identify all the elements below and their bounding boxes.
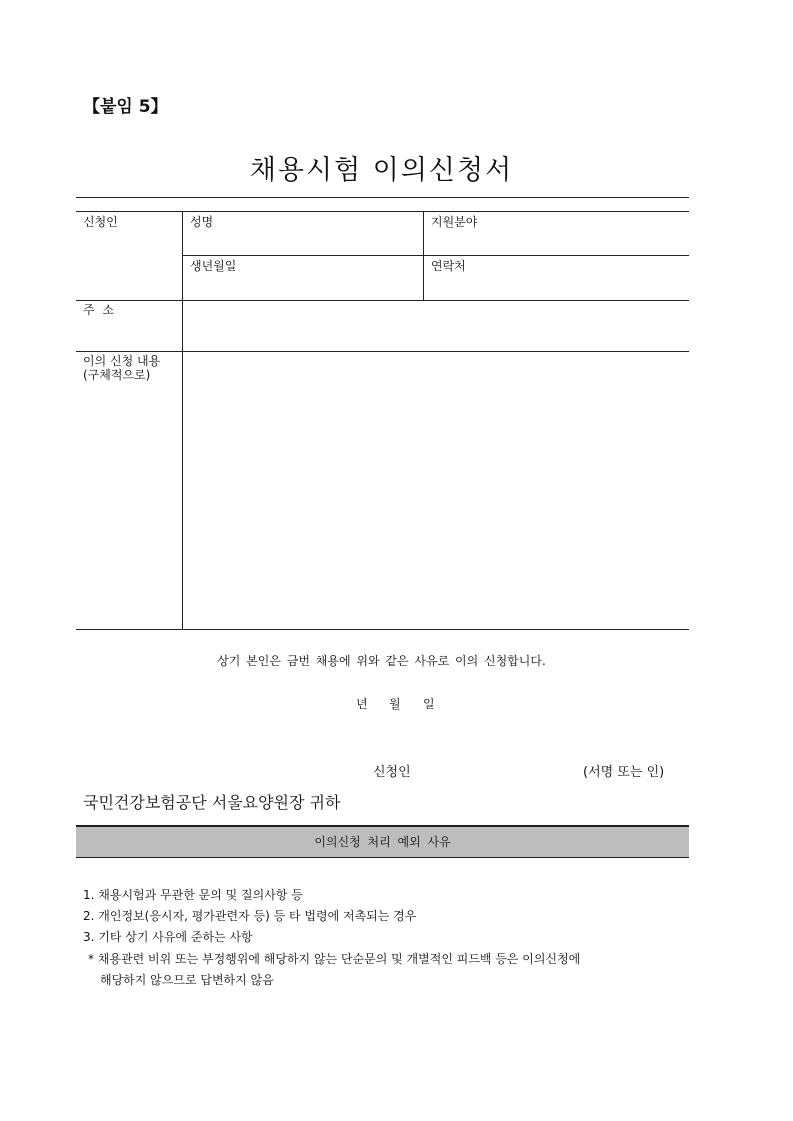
address-label: 주 소	[83, 303, 114, 317]
row-divider	[76, 351, 689, 352]
list-item: 3. 기타 상기 사유에 준하는 사항	[83, 930, 253, 944]
statement: 상기 본인은 금번 채용에 위와 같은 사유로 이의 신청합니다.	[217, 654, 546, 668]
signature-note: (서명 또는 인)	[583, 765, 665, 780]
exceptions-header: 이의신청 처리 예외 사유	[76, 825, 689, 858]
row-divider	[183, 255, 689, 256]
label-column-divider	[182, 211, 183, 629]
list-item: 1. 채용시험과 무관한 문의 및 질의사항 등	[83, 888, 303, 902]
name-label: 성명	[190, 215, 214, 229]
form-top-rule	[76, 211, 689, 212]
list-item: 2. 개인정보(응시자, 평가관련자 등) 등 타 법령에 저촉되는 경우	[83, 909, 417, 923]
content-label-line1: 이의 신청 내용	[83, 354, 161, 368]
note-line: 해당하지 않으므로 답변하지 않음	[100, 973, 274, 987]
title-rule	[76, 197, 689, 198]
signature-applicant: 신청인	[373, 765, 411, 780]
recipient: 국민건강보험공단 서울요양원장 귀하	[83, 793, 341, 812]
date-year: 년	[356, 697, 368, 711]
attachment-label: 【붙임 5】	[83, 97, 168, 117]
content-label-line2: (구체적으로)	[83, 368, 151, 382]
form-bottom-rule	[76, 629, 689, 630]
exceptions-list	[83, 885, 416, 948]
form-title: 채용시험 이의신청서	[249, 155, 514, 186]
row-divider	[76, 300, 689, 301]
date-day: 일	[423, 697, 435, 711]
birth-label: 생년월일	[190, 259, 237, 273]
date-month: 월	[389, 697, 401, 711]
contact-label: 연락처	[431, 259, 466, 273]
note-line: * 채용관련 비위 또는 부정행위에 해당하지 않는 단순문의 및 개별적인 피드백 등은 이의신청에	[88, 952, 581, 966]
column-divider	[423, 211, 424, 300]
content-label	[83, 354, 160, 382]
applicant-label: 신청인	[83, 215, 118, 229]
exceptions-note	[88, 949, 693, 991]
field-label: 지원분야	[431, 215, 478, 229]
